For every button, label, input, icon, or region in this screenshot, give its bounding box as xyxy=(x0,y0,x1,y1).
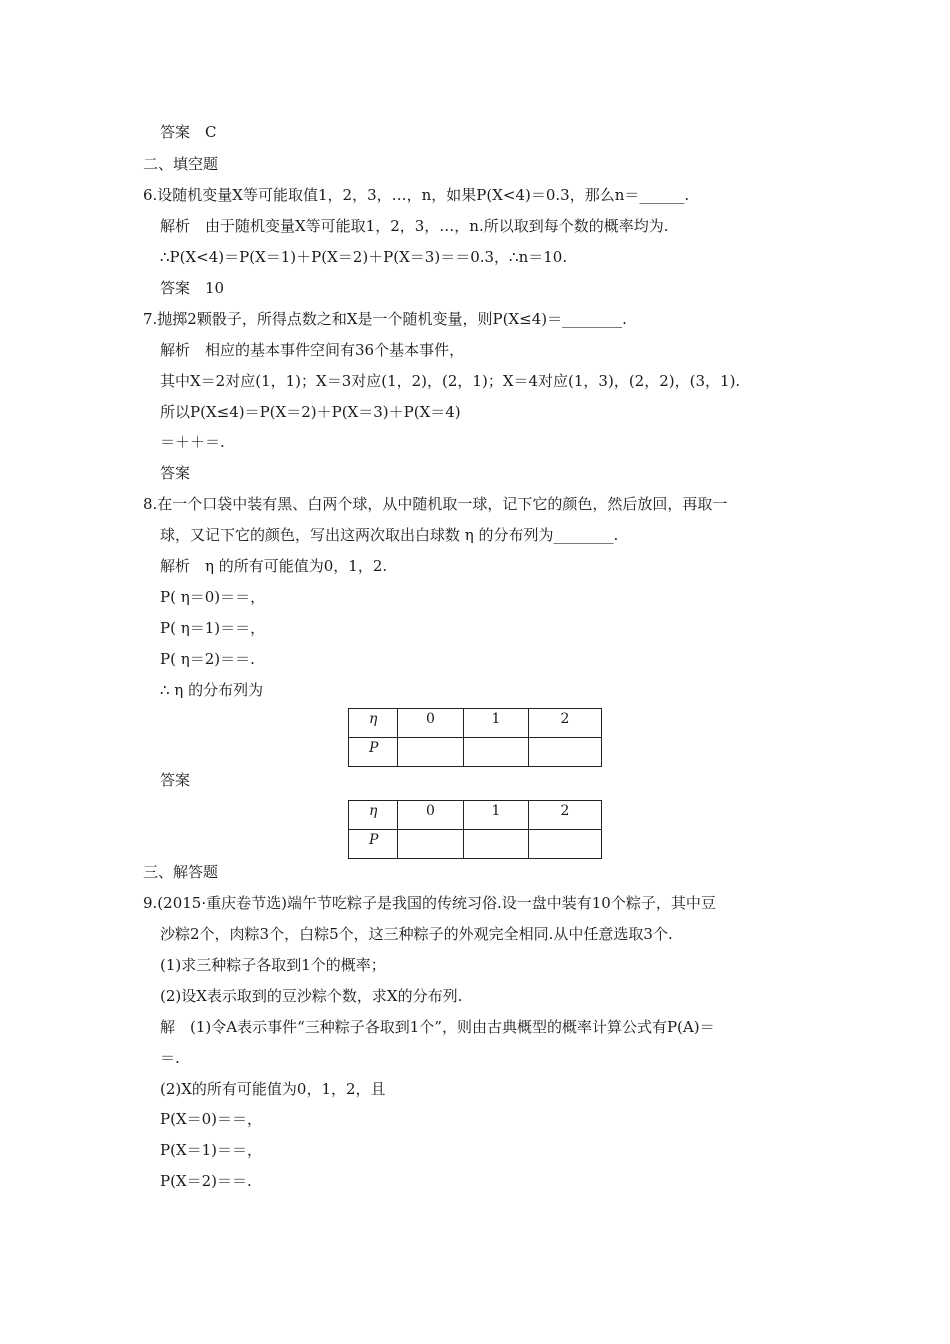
solution-9-line3: (2)X的所有可能值为0，1，2，且 xyxy=(160,1080,386,1098)
section-heading-fill-blank: 二、填空题 xyxy=(143,155,219,173)
table-cell: 0 xyxy=(398,709,464,738)
solution-9-line4: P(X＝0)＝＝， xyxy=(160,1110,263,1128)
table-cell: 0 xyxy=(398,801,464,830)
table-cell: P xyxy=(349,738,398,767)
table-cell: 2 xyxy=(529,709,602,738)
analysis-7-line2: 其中X＝2对应(1，1)；X＝3对应(1，2)，(2，1)；X＝4对应(1，3)，(2，2)，(3，1). xyxy=(160,372,741,390)
table-row xyxy=(349,830,602,859)
question-6: 6.设随机变量X等可能取值1，2，3，…，n，如果P(X<4)＝0.3，那么n＝______. xyxy=(143,186,690,204)
question-9-line2: 沙粽2个，肉粽3个，白粽5个，这三种粽子的外观完全相同.从中任意选取3个. xyxy=(160,925,673,943)
solution-9-line2: ＝. xyxy=(160,1049,180,1067)
table-cell xyxy=(529,738,602,767)
table-cell: η xyxy=(349,709,398,738)
distribution-table-answer xyxy=(348,800,602,859)
table-cell xyxy=(464,738,529,767)
table-cell xyxy=(464,830,529,859)
table-cell xyxy=(529,830,602,859)
question-8-line2: 球，又记下它的颜色，写出这两次取出白球数 η 的分布列为________. xyxy=(160,526,619,544)
table-cell xyxy=(398,830,464,859)
answer-8: 答案 xyxy=(160,771,191,789)
table-cell: η xyxy=(349,801,398,830)
analysis-7-line3: 所以P(X≤4)＝P(X＝2)＋P(X＝3)＋P(X＝4) xyxy=(160,403,461,421)
question-9-line1: 9.(2015·重庆卷节选)端午节吃粽子是我国的传统习俗.设一盘中装有10个粽子，其中豆 xyxy=(143,894,716,912)
solution-9-line6: P(X＝2)＝＝. xyxy=(160,1172,252,1190)
analysis-8-line5: ∴ η 的分布列为 xyxy=(160,681,264,699)
question-7: 7.抛掷2颗骰子，所得点数之和X是一个随机变量，则P(X≤4)＝________. xyxy=(143,310,627,328)
analysis-8-line3: P( η＝1)＝＝， xyxy=(160,619,266,637)
table-cell xyxy=(398,738,464,767)
section-heading-solve: 三、解答题 xyxy=(143,863,219,881)
table-cell: 1 xyxy=(464,709,529,738)
analysis-6-line2: ∴P(X<4)＝P(X＝1)＋P(X＝2)＋P(X＝3)＝＝0.3，∴n＝10. xyxy=(160,248,568,266)
analysis-7-line1: 解析 相应的基本事件空间有36个基本事件， xyxy=(160,341,465,359)
table-row xyxy=(349,801,602,830)
table-row xyxy=(349,738,602,767)
answer-7: 答案 xyxy=(160,464,191,482)
analysis-8-line4: P( η＝2)＝＝. xyxy=(160,650,255,668)
table-cell: P xyxy=(349,830,398,859)
question-8-line1: 8.在一个口袋中装有黑、白两个球，从中随机取一球，记下它的颜色，然后放回，再取一 xyxy=(143,495,728,513)
distribution-table-analysis xyxy=(348,708,602,767)
answer-5: 答案 C xyxy=(160,123,217,141)
analysis-6-line1: 解析 由于随机变量X等可能取1，2，3，…，n.所以取到每个数的概率均为. xyxy=(160,217,669,235)
analysis-7-line4: ＝＋＋＝. xyxy=(160,433,225,451)
analysis-8-line1: 解析 η 的所有可能值为0，1，2. xyxy=(160,557,388,575)
answer-6: 答案 10 xyxy=(160,279,225,297)
solution-9-line5: P(X＝1)＝＝， xyxy=(160,1141,263,1159)
table-cell: 2 xyxy=(529,801,602,830)
table-row xyxy=(349,709,602,738)
table-cell: 1 xyxy=(464,801,529,830)
solution-9-line1: 解 (1)令A表示事件“三种粽子各取到1个”，则由古典概型的概率计算公式有P(A)＝ xyxy=(160,1018,715,1036)
question-9-part1: (1)求三种粽子各取到1个的概率； xyxy=(160,956,386,974)
question-9-part2: (2)设X表示取到的豆沙粽个数，求X的分布列. xyxy=(160,987,463,1005)
analysis-8-line2: P( η＝0)＝＝， xyxy=(160,588,266,606)
